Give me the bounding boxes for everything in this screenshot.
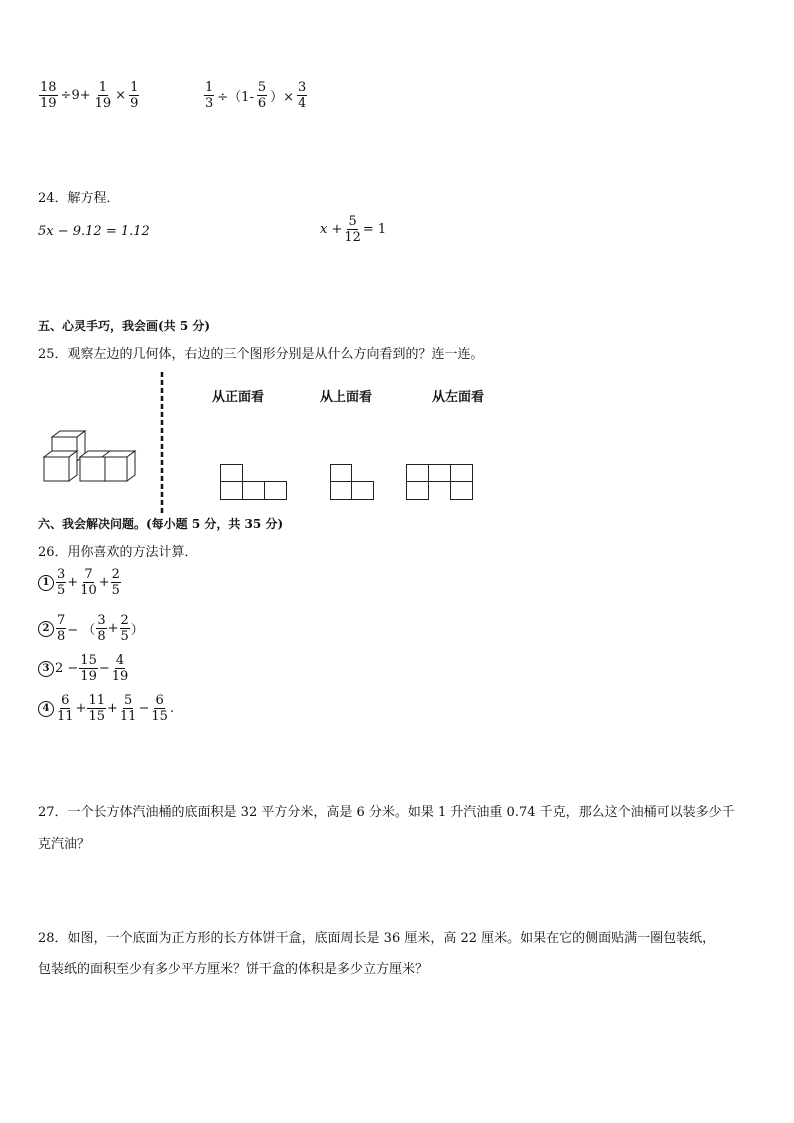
operator: +: [67, 575, 79, 590]
equation-2-lhs: x +: [320, 222, 343, 237]
operator: −: [98, 661, 110, 676]
grid-cell: [330, 481, 352, 500]
q26-title: 26．用你喜欢的方法计算．: [38, 545, 198, 560]
fraction: [96, 613, 106, 644]
fraction: [56, 567, 66, 598]
denominator: 19: [111, 669, 129, 684]
item-marker: 1: [38, 575, 54, 591]
equation-2: [320, 214, 386, 245]
calc-item: [38, 567, 122, 598]
q28-line1: 28．如图，一个底面为正方形的长方体饼干盒，底面周长是 36 厘米，高 22 厘米。如果在它的侧面贴满一圈包装纸，: [38, 931, 716, 946]
q24-title: 24．解方程．: [38, 191, 120, 206]
operator: ×: [115, 88, 127, 103]
grid-cell: [450, 481, 473, 500]
numerator: 3: [97, 613, 106, 628]
calc-item: [38, 693, 174, 724]
calc-item: [38, 613, 144, 644]
dashed-divider: [160, 372, 164, 514]
denominator: 19: [80, 669, 97, 684]
q27-line1: 27．一个长方体汽油桶的底面积是 32 平方分米，高是 6 分米。如果 1 升汽油重 0.74 千克，那么这个油桶可以装多少千: [38, 805, 735, 820]
q27-line2: 克汽油？: [38, 837, 91, 852]
fraction: [56, 613, 66, 644]
equation-2-rhs: = 1: [362, 222, 387, 237]
fraction: [120, 613, 130, 644]
fraction: $\frac{1}{9}$: [130, 80, 139, 111]
operator: ÷（1-: [217, 90, 254, 105]
fraction: $\frac{5}{6}$: [257, 80, 267, 111]
operator: +: [98, 575, 110, 590]
operator: ÷9+: [60, 88, 91, 103]
operator: −: [138, 701, 150, 716]
denominator: 5: [57, 583, 66, 598]
section5-heading: 五、心灵手巧，我会画(共 5 分): [38, 319, 211, 333]
numerator: 6: [61, 693, 70, 708]
grid-cell: [406, 464, 429, 482]
section6-heading: 六、我会解决问题。(每小题 5 分，共 35 分): [38, 517, 284, 531]
denominator: 5: [111, 583, 120, 598]
view-label-left: 从左面看: [432, 390, 485, 405]
numerator: 5: [124, 693, 133, 708]
grid-cell: [242, 481, 265, 500]
cube-figure: [40, 425, 140, 487]
fraction: [119, 693, 138, 724]
fraction: [79, 653, 98, 684]
denominator: 11: [57, 709, 74, 724]
q25-text: 25．观察左边的几何体，右边的三个图形分别是从什么方向看到的？连一连。: [38, 347, 484, 362]
grid-cell: [450, 464, 473, 482]
view-label-front: 从正面看: [212, 390, 265, 405]
denominator: 15: [151, 709, 168, 724]
fraction: [150, 693, 169, 724]
view-label-top: 从上面看: [320, 390, 373, 405]
item-marker: 3: [38, 661, 54, 677]
grid-cell: [428, 464, 451, 482]
calc-item: [38, 653, 130, 684]
denominator: 8: [97, 629, 106, 644]
numerator: 2: [111, 567, 120, 582]
item-marker: 4: [38, 701, 54, 717]
q28-line2: 包装纸的面积至少有多少平方厘米？饼干盒的体积是多少立方厘米？: [38, 962, 429, 977]
item-marker: 2: [38, 621, 54, 637]
expression-b: [203, 80, 308, 111]
numerator: 7: [84, 567, 93, 582]
operator: ）: [130, 623, 144, 638]
grid-cell: [264, 481, 287, 500]
fraction: [111, 653, 130, 684]
grid-cell: [220, 464, 243, 482]
operator: − （: [67, 623, 96, 638]
operator: +: [107, 701, 118, 716]
denominator: 5: [120, 629, 129, 644]
numerator: 11: [88, 693, 105, 708]
operator: ）×: [270, 90, 295, 105]
fraction: $\frac{18}{19}$: [40, 80, 57, 111]
equation-1: 5x − 9.12 = 1.12: [38, 224, 150, 239]
operator: .: [169, 701, 175, 716]
denominator: 15: [88, 709, 105, 724]
fraction: $\frac{5}{12}$: [344, 214, 361, 245]
expression-a: [38, 80, 140, 111]
numerator: 7: [57, 613, 66, 628]
fraction: $\frac{3}{4}$: [298, 80, 307, 111]
operator: +: [107, 621, 119, 636]
fraction: [87, 693, 106, 724]
operator: +: [75, 701, 87, 716]
numerator: 3: [57, 567, 66, 582]
numerator: 4: [115, 653, 125, 668]
grid-cell: [351, 481, 374, 500]
grid-cell: [330, 464, 352, 482]
denominator: 11: [119, 709, 137, 724]
grid-cell: [406, 481, 429, 500]
denominator: 10: [80, 583, 97, 598]
fraction: [56, 693, 75, 724]
operator: 2 −: [55, 661, 79, 676]
fraction: [111, 567, 121, 598]
denominator: 8: [57, 629, 66, 644]
numerator: 2: [120, 613, 129, 628]
grid-cell: [220, 481, 243, 500]
fraction: $\frac{1}{19}$: [94, 80, 112, 111]
fraction: $\frac{1}{3}$: [205, 80, 214, 111]
numerator: 15: [80, 653, 97, 668]
numerator: 6: [155, 693, 164, 708]
fraction: [79, 567, 98, 598]
